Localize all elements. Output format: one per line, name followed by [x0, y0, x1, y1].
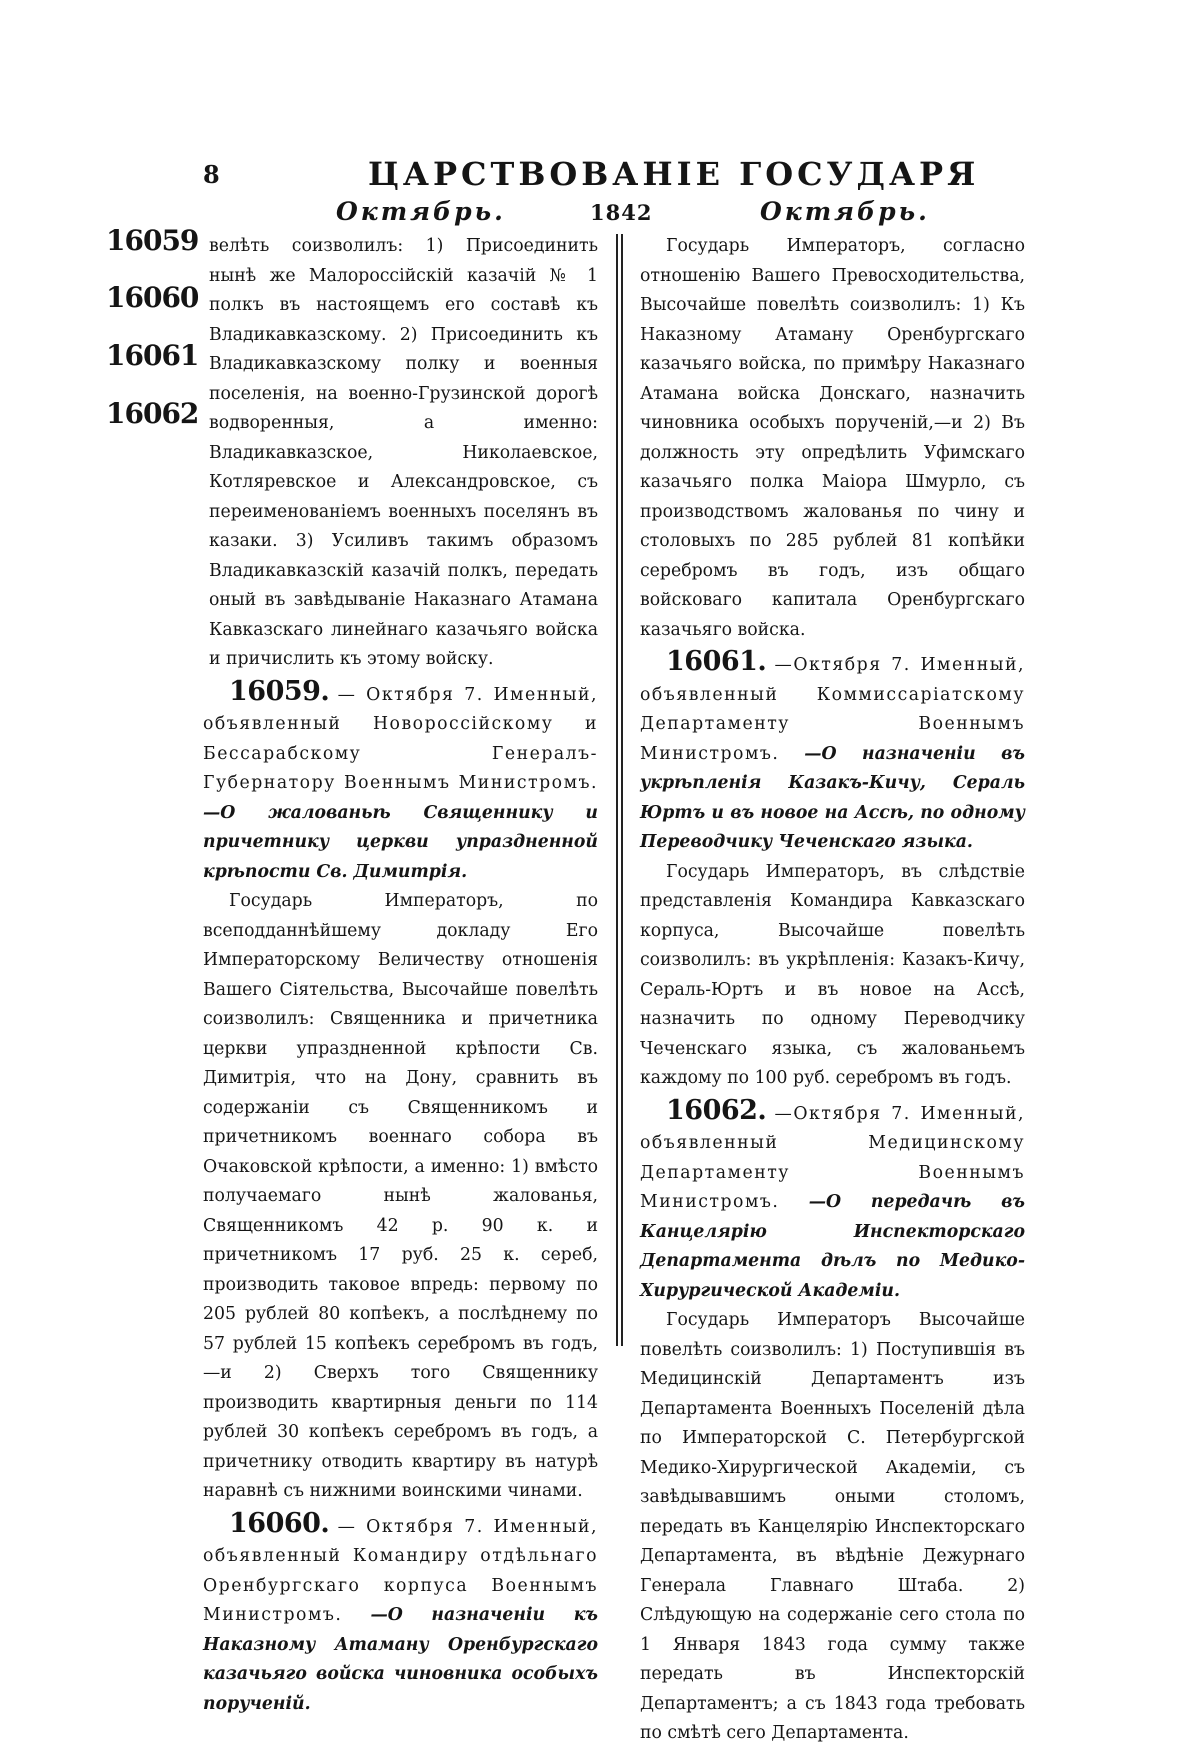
margin-number: 16060	[106, 281, 199, 314]
entry-number: 16062.	[666, 1094, 767, 1126]
entry-body: Государь Императоръ Высочайше повелѣть соизволилъ: 1) Поступившія въ Медицинскій Департаментъ изъ Департамента Военныхъ Поселеній дѣла по Императорской С. Петербургской Медико-Хирургической Академіи, съ завѣдывавшимъ оными столомъ, передать въ Канцелярію Инспекторскаго Департамента, въ вѣдѣніе Дежурнаго Генерала Главнаго Штаба. 2) Слѣдующую на содержаніе сего стола по 1 Января 1843 года сумму также передать въ Инспекторскій Департаментъ; а съ 1843 года требовать по смѣтѣ сего Департамента.	[640, 1310, 1025, 1743]
entry-subject: —О назначеніи въ укрѣпленія Казакъ-Кичу, Сераль Юртъ и въ новое на Ассѣ, по одному Переводчику Чеченскаго языка.	[640, 743, 1025, 852]
margin-number: 16062	[106, 397, 199, 430]
page-title: ЦАРСТВОВАНІЕ ГОСУДАРЯ	[368, 155, 980, 193]
entry-16060-header	[203, 1509, 598, 1720]
month-right: Октябрь.	[760, 197, 930, 226]
right-column	[640, 232, 1025, 1749]
page-number: 8	[203, 160, 220, 189]
entry-heading: —Октября 7. Именный, объявленный Медицинскому Департаменту Военнымъ Министромъ.	[640, 1103, 1025, 1212]
entry-subject: —О назначеніи къ Наказному Атаману Оренбургскаго казачьяго войска чиновника особыхъ порученій.	[203, 1605, 598, 1714]
column-divider	[616, 234, 623, 1346]
year: 1842	[590, 200, 653, 225]
entry-body: Государь Императоръ, въ слѣдствіе представленія Командира Кавказскаго корпуса, Высочайше повелѣть соизволилъ: въ укрѣпленія: Казакъ-Кичу, Сераль-Юртъ и въ новое на Ассѣ, назначить по одному Переводчику Чеченскаго языка, съ жалованьемъ каждому по 100 руб. серебромъ въ годъ.	[640, 861, 1025, 1088]
margin-number: 16059	[106, 224, 199, 257]
continuation-text: Государь Императоръ, согласно отношенію Вашего Превосходительства, Высочайше повелѣть соизволилъ: 1) Къ Наказному Атаману Оренбургскаго казачьяго войска, по примѣру Наказнаго Атамана войска Донскаго, назначить чиновника особыхъ порученій,—и 2) Въ должность эту опредѣлить Уфимскаго казачьяго полка Маіора Шмурло, съ производствомъ жалованья по чину и столовыхъ по 285 рублей 81 копѣйки серебромъ въ годъ, изъ общаго войсковаго капитала Оренбургскаго казачьяго войска.	[640, 236, 1025, 640]
entry-number: 16060.	[229, 1507, 330, 1539]
month-left: Октябрь.	[336, 197, 506, 226]
entry-body: Государь Императоръ, по всеподданнѣйшему докладу Его Императорскому Величеству отношенія Вашего Сіятельства, Высочайше повелѣть соизволилъ: Священника и причетника церкви упраздненной крѣпости Св. Димитрія, что на Дону, сравнить въ содержаніи съ Священникомъ и причетникомъ военнаго собора въ Очаковской крѣпости, а именно: 1) вмѣсто получаемаго нынѣ жалованья, Священникомъ 42 р. 90 к. и причетникомъ 17 руб. 25 к. сереб, производить таковое впредь: первому по 205 рублей 80 копѣекъ, а послѣднему по 57 рублей 15 копѣекъ серебромъ въ годъ,—и 2) Сверхъ того Священнику производить квартирныя деньги по 114 рублей 30 копѣекъ серебромъ въ годъ, а причетнику отводить квартиру въ натурѣ наравнѣ съ нижними воинскими чинами.	[203, 891, 598, 1501]
entry-16059-header	[203, 677, 598, 888]
entry-number: 16059.	[229, 675, 330, 707]
entry-16062-header	[640, 1096, 1025, 1307]
entry-subject: —О передачѣ въ Канцелярію Инспекторскаго Департамента дѣлъ по Медико-Хирургической Академіи.	[640, 1192, 1025, 1301]
left-column	[203, 232, 598, 1719]
continuation-text: велѣть соизволилъ: 1) Присоединить нынѣ же Малороссійскій казачій № 1 полкъ въ настоящемъ его составѣ къ Владикавказскому. 2) Присоединить къ Владикавказскому полку и военныя поселенія, на военно-Грузинской дорогѣ водворенныя, а именно: Владикавказское, Николаевское, Котляревское и Александровское, съ переименованіемъ военныхъ поселянъ въ казаки. 3) Усиливъ такимъ образомъ Владикавказскій казачій полкъ, передать оный въ завѣдываніе Наказнаго Атамана Кавказскаго линейнаго казачьяго войска и причислить къ этому войску.	[209, 236, 598, 669]
entry-16061-header	[640, 647, 1025, 858]
entry-number: 16061.	[666, 646, 767, 677]
entry-heading: — Октября 7. Именный, объявленный Новороссійскому и Бессарабскому Генералъ-Губернатору Военнымъ Министромъ.	[203, 684, 598, 793]
entry-subject: —О жалованьѣ Священнику и причетнику церкви упраздненной крѣпости Св. Димитрія.	[203, 802, 598, 882]
margin-number: 16061	[106, 339, 199, 372]
entry-heading: — Октября 7. Именный, объявленный Командиру отдѣльнаго Оренбургскаго корпуса Военнымъ Министромъ.	[203, 1516, 598, 1625]
entry-heading: —Октября 7. Именный, объявленный Коммиссаріатскому Департаменту Военнымъ Министромъ.	[640, 655, 1025, 764]
